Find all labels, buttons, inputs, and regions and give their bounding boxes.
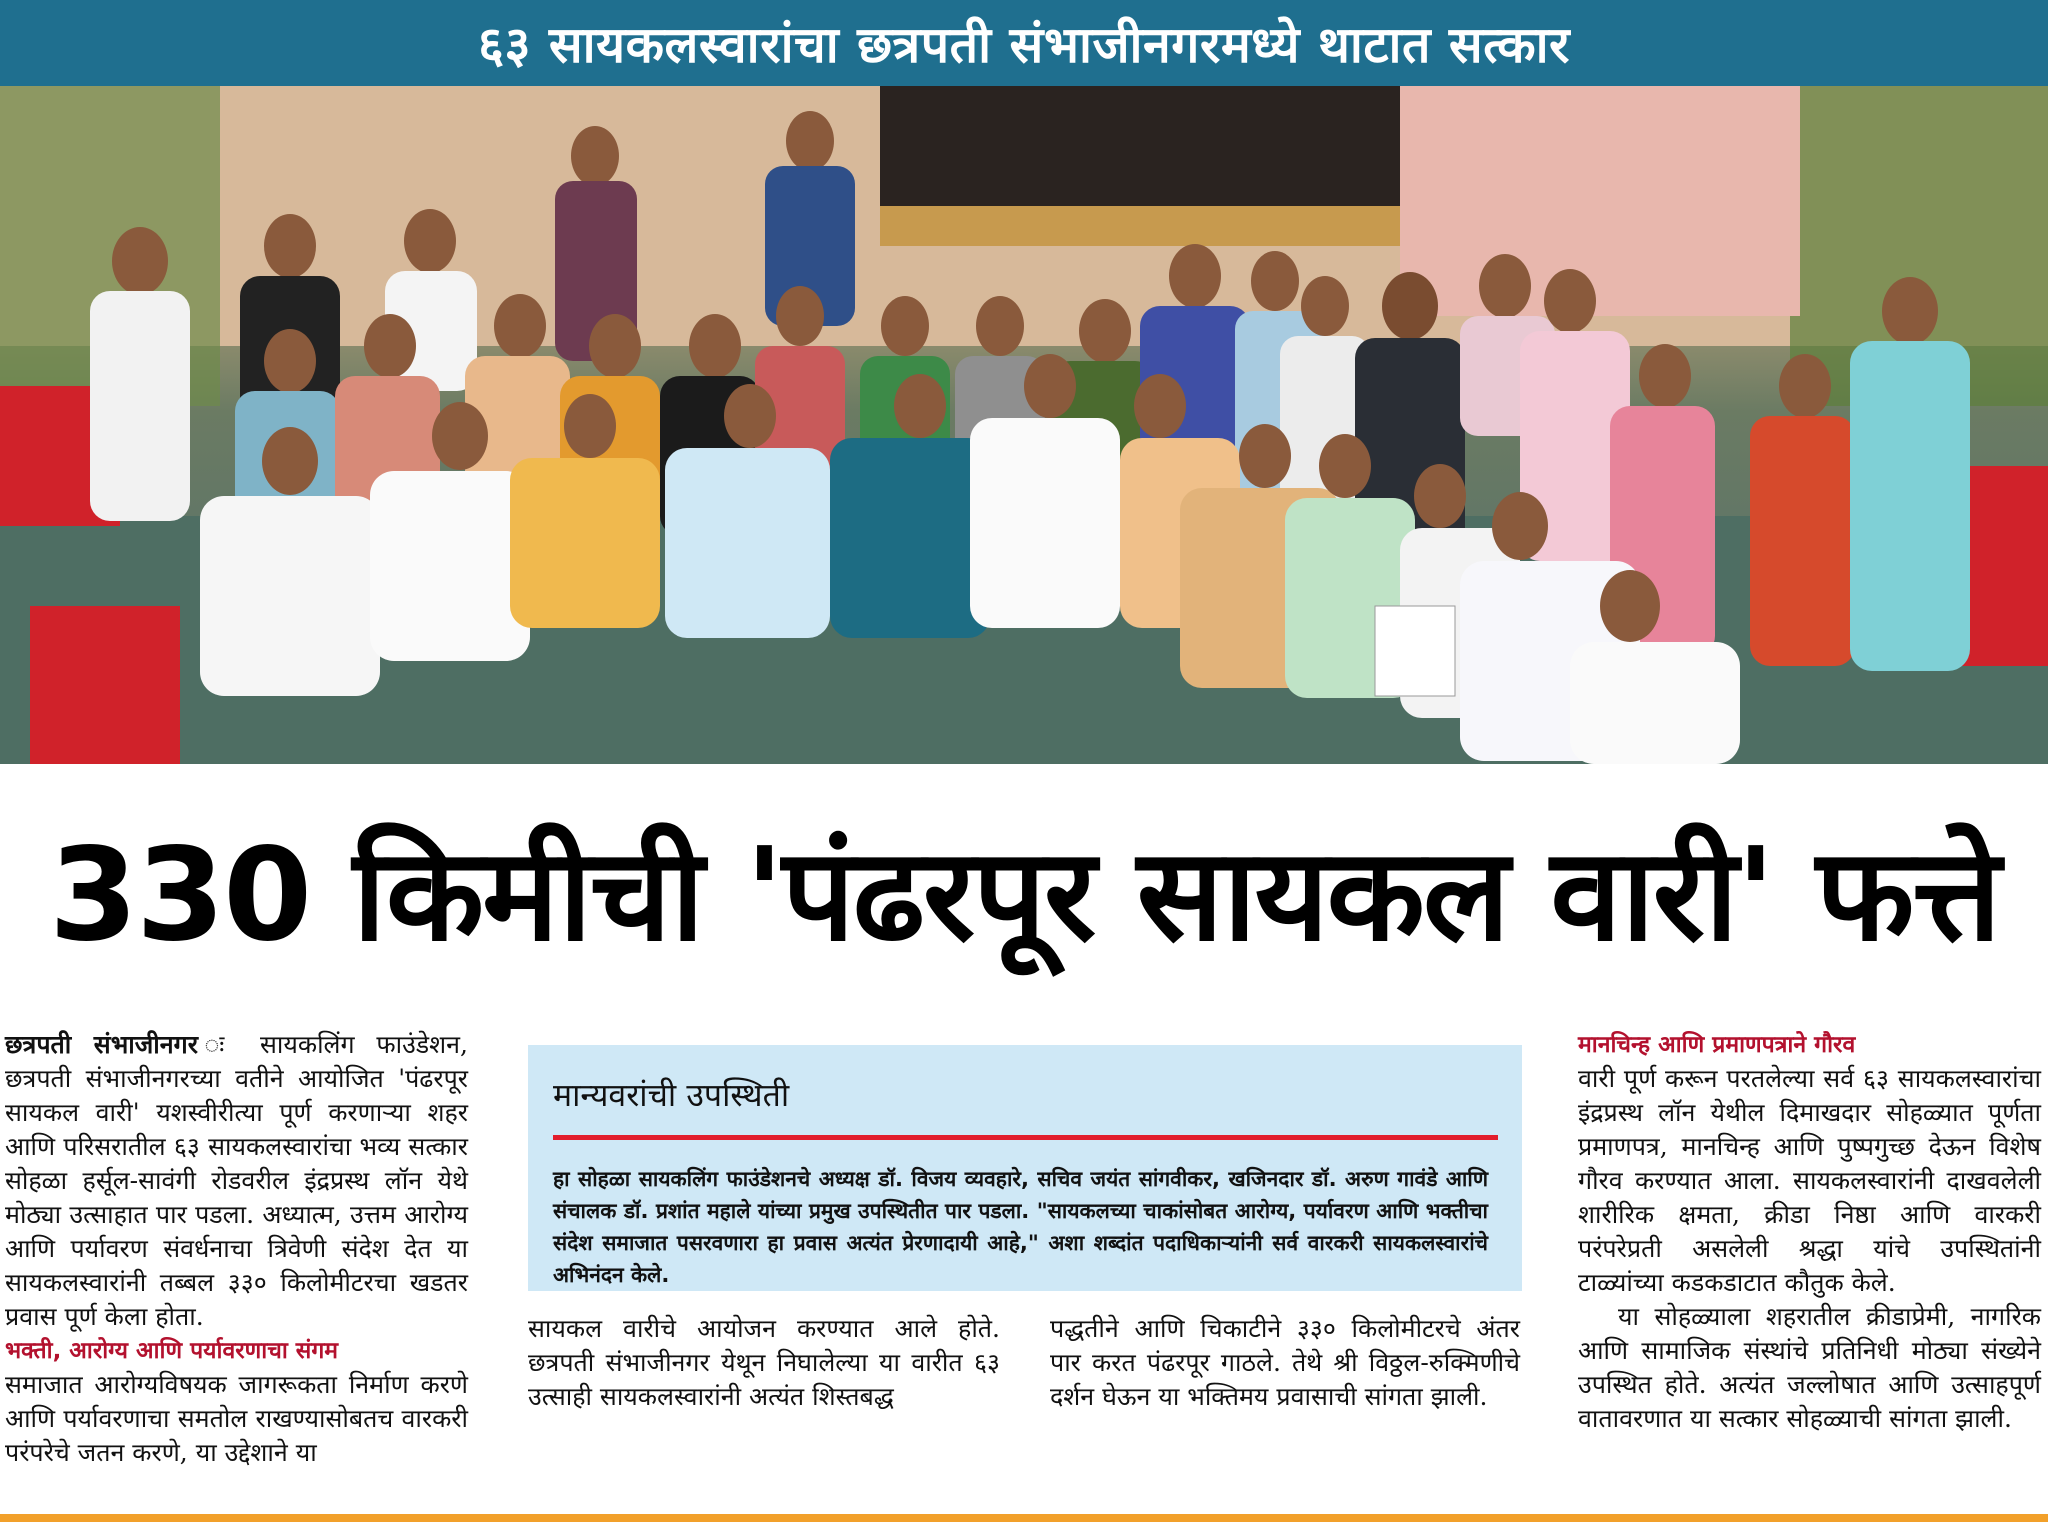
paragraph-text: समाजात आरोग्यविषयक जागरूकता निर्माण करणे आणि पर्यावरणाचा समतोल राखण्यासोबतच वारकरी परंपरेचे जतन करणे, या उद्देशाने या [5,1370,468,1467]
paragraph-text: पद्धतीने आणि चिकाटीने ३३० किलोमीटरचे अंतर पार करत पंढरपूर गाठले. तेथे श्री विठ्ठल-रुक्मिणीचे दर्शन घेऊन या भक्तिमय प्रवासाची सांगता झाली. [1050,1314,1520,1411]
bottom-rule [0,1514,2048,1522]
column-4 [1578,1028,2041,1436]
stage-front [880,206,1400,246]
paragraph-text: वारी पूर्ण करून परतलेल्या सर्व ६३ सायकलस्वारांचा इंद्रप्रस्थ लॉन येथील दिमाखदार सोहळ्यात पूर्णता प्रमाणपत्र, मानचिन्ह आणि पुष्पगुच्छ देऊन विशेष गौरव करण्यात आला. सायकलस्वारांनी दाखवलेली शारीरिक क्षमता, क्रीडा निष्ठा आणि वारकरी परंपरेप्रती असलेली श्रद्धा यांचे उपस्थितांनी टाळ्यांच्या कडकडाटात कौतुक केले. [1578,1064,2041,1297]
group-photo [0,86,2048,764]
pink-drapes [1400,86,1800,316]
paragraph-text: सायकल वारीचे आयोजन करण्यात आले होते. छत्रपती संभाजीनगर येथून निघालेल्या या वारीत ६३ उत्साही सायकलस्वारांनी अत्यंत शिस्तबद्ध [528,1314,1000,1411]
headline: 330 किमीची 'पंढरपूर सायकल वारी' फत्ते [48,820,2000,970]
red-chair [30,606,180,764]
banner-title: ६३ सायकलस्वारांचा छत्रपती संभाजीनगरमध्ये थाटात सत्कार [0,0,2048,86]
column-1 [5,1028,468,1470]
dateline-place: छत्रपती संभाजीनगर [5,1030,198,1059]
lead-paragraph [5,1028,468,1334]
subheading: भक्ती, आरोग्य आणि पर्यावरणाचा संगम [5,1338,339,1364]
column-2 [528,1312,1000,1414]
paragraph-text: सायकलिंग फाउंडेशन, छत्रपती संभाजीनगरच्या वतीने आयोजित 'पंढरपूर सायकल वारी' यशस्वीरीत्या पूर्ण करणाऱ्या शहर आणि परिसरातील ६३ सायकलस्वारांचा भव्य सत्कार सोहळा हर्सूल-सावंगी रोडवरील इंद्रप्रस्थ लॉन येथे मोठ्या उत्साहात पार पडला. अध्यात्म, उत्तम आरोग्य आणि पर्यावरण संवर्धनाचा त्रिवेणी संदेश देत या सायकलस्वारांनी तब्बल ३३० किलोमीटरचा खडतर प्रवास पूर्ण केला होता. [5,1030,469,1331]
highlight-box [528,1045,1522,1291]
subheading: मानचिन्ह आणि प्रमाणपत्राने गौरव [1578,1032,1856,1058]
paragraph-text: या सोहळ्याला शहरातील क्रीडाप्रेमी, नागरिक आणि सामाजिक संस्थांचे प्रतिनिधी मोठ्या संख्येने उपस्थित होते. अत्यंत जल्लोषात आणि उत्साहपूर्ण वातावरणात या सत्कार सोहळ्याची सांगता झाली. [1578,1302,2041,1433]
column-3 [1050,1312,1520,1414]
group-photo-illustration [0,86,2048,764]
box-text: हा सोहळा सायकलिंग फाउंडेशनचे अध्यक्ष डॉ. विजय व्यवहारे, सचिव जयंत सांगवीकर, खजिनदार डॉ. अरुण गावंडे आणि संचालक डॉ. प्रशांत महाले यांच्या प्रमुख उपस्थितीत पार पडला. "सायकलच्या चाकांसोबत आरोग्य, पर्यावरण आणि भक्तीचा संदेश समाजात पसरवणारा हा प्रवास अत्यंत प्रेरणादायी आहे," अशा शब्दांत पदाधिकाऱ्यांनी सर्व वारकरी सायकलस्वारांचे अभिनंदन केले. [553,1167,1488,1287]
box-title: मान्यवरांची उपस्थिती [553,1076,790,1114]
certificate [1375,606,1455,696]
box-divider [553,1135,1498,1140]
